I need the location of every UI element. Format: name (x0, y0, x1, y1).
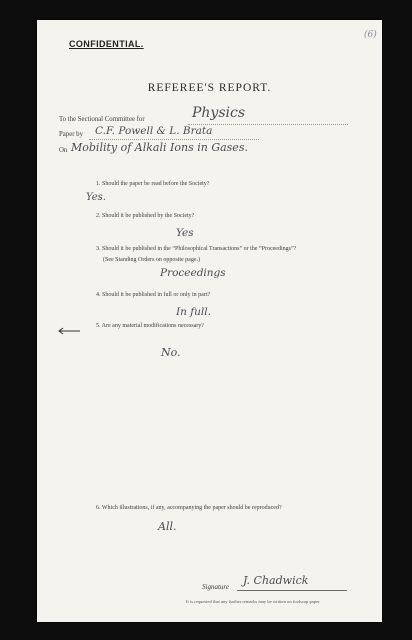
paper-value: C.F. Powell & L. Brata (95, 125, 213, 137)
on-value: Mobility of Alkali Ions in Gases. (71, 141, 248, 154)
question-1: 1. Should the paper be read before the Society? (96, 181, 210, 187)
question-4: 4. Should it be published in full or only in part? (96, 292, 211, 298)
signature-line (237, 590, 347, 591)
question-6: 6. Which illustrations, if any, accompanying the paper should be reproduced? (96, 505, 282, 511)
question-3-note: (See Standing Orders on opposite page.) (103, 257, 200, 263)
answer-6: All. (158, 520, 177, 533)
page-number: (6) (364, 30, 377, 40)
committee-label: To the Sectional Committee for (59, 116, 145, 123)
answer-3: Proceedings (160, 267, 226, 279)
page-title: REFEREE'S REPORT. (147, 82, 272, 94)
answer-2: Yes (176, 227, 194, 239)
answer-5: No. (161, 346, 181, 359)
signature-label: Signature (202, 583, 229, 591)
question-5: 5. Are any material modifications necessary? (96, 323, 204, 329)
answer-4: In full. (176, 306, 211, 318)
confidential-label: CONFIDENTIAL. (69, 39, 144, 49)
answer-1: Yes. (86, 192, 106, 203)
question-3: 3. Should it be published in the “Philosophical Transactions” or the “Proceedings”? (96, 246, 297, 252)
signature-value: J. Chadwick (243, 574, 309, 587)
question-2: 2. Should it be published by the Society? (96, 213, 195, 219)
committee-value: Physics (192, 105, 246, 121)
on-label: On (59, 147, 68, 154)
referee-report-sheet (37, 20, 382, 622)
footer-note: It is requested that any further remarks may be written on foolscap paper. (186, 599, 321, 604)
paper-label: Paper by (59, 131, 83, 138)
margin-arrow-icon (57, 327, 81, 335)
paper-line (89, 139, 259, 140)
